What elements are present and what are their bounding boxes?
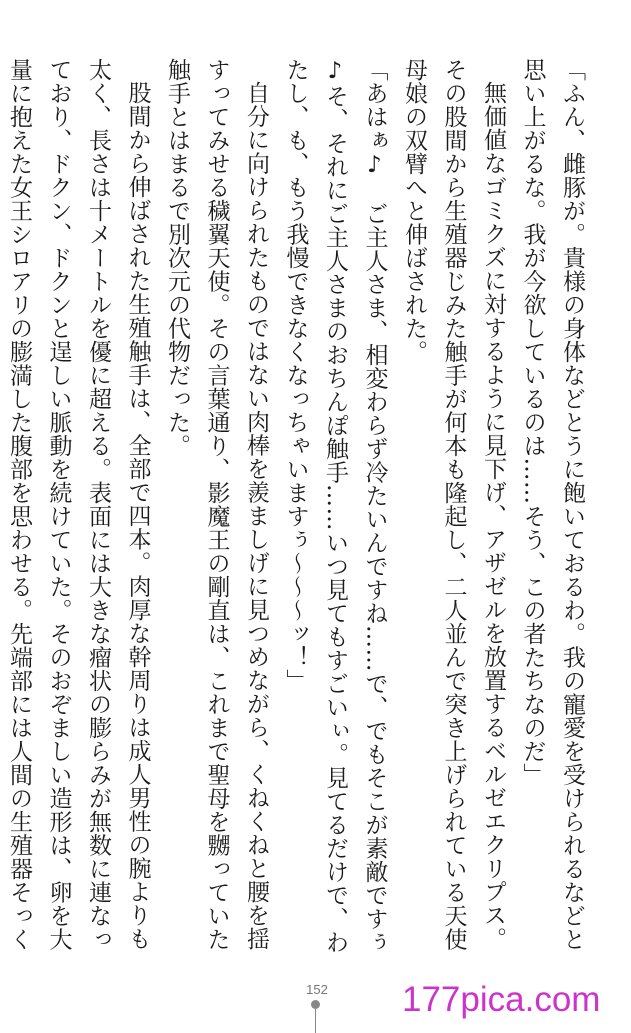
page-number: 152	[306, 982, 328, 997]
paragraph-1: 「ふん、雌豚が。貴様の身体などとうに飽いておるわ。我の寵愛を受けられるなどと思い上がるな。我が今欲しているのは……そう、この者たちなのだ」	[519, 58, 585, 951]
paragraph-3: 「あはぁ♪ ご主人さま、相変わらず冷たいんですね……で、でもそこが素敵ですぅ♪そ、それにご主人さまのおちんぽ触手……いつ見てもすごいぃ。見てるだけで、わたし、も、もう我慢できなくなっちゃいますぅ～～～ッ！」	[282, 58, 388, 954]
page-marker-line	[315, 1009, 316, 1033]
paragraph-4: 自分に向けられたものではない肉棒を羨ましげに見つめながら、くねくねと腰を揺すってみせる穢翼天使。その言葉通り、影魔王の剛直は、これまで聖母を嬲っていた触手とはまるで別次元の代物だった。	[164, 58, 269, 951]
paragraph-5: 股間から伸ばされた生殖触手は、全部で四本。肉厚な幹周りは成人男性の腕よりも太く、長さは十メートルを優に超える。表面には大きな瘤状の膨らみが無数に連なっており、ドクン、ドクンと逞しい脈動を続けていた。そのおぞましい造形は、卵を大量に抱えた女王シロアリの膨満した腹部を思わせる。先端部には人間の生殖器そっく	[6, 58, 151, 951]
watermark-text: 177pica.com	[402, 980, 601, 1019]
vertical-text-body	[6, 58, 591, 958]
paragraph-2: 無価値なゴミクズに対するように見下げ、アザゼルを放置するベルゼエクリプス。その股間から生殖器じみた触手が何本も隆起し、二人並んで突き上げられている天使母娘の双臂へと伸ばされた。	[401, 58, 506, 951]
page-marker-dot	[311, 1000, 320, 1009]
